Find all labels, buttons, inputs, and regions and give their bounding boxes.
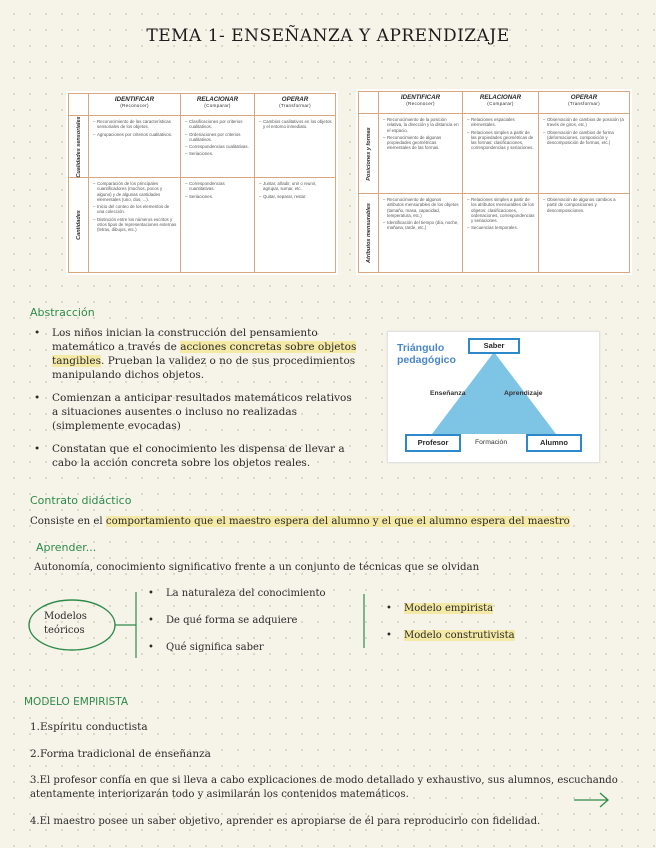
- list-item: • Modelo construtivista: [382, 630, 515, 657]
- cell-list-item: – Seriaciones.: [185, 194, 251, 199]
- list-item: • Qué significa saber: [144, 642, 326, 669]
- table-left: [66, 91, 338, 275]
- ensenanza-label: Enseñanza: [430, 390, 466, 397]
- list-item: • Constatan que el conocimiento les dispensa de llevar a cabo la acción concreta sobre los objetos reales.: [30, 442, 360, 470]
- cell-list-item: – Cambios cualitativos en los objetos y el entorno inmediato.: [259, 119, 332, 130]
- modelos-items: [144, 588, 326, 669]
- cell: [89, 116, 181, 178]
- cell-list-item: – Relaciones simples a partir de los atributos mensurables de los objetos: clasificaciones, ordenaciones, correspondencias y seriaciones.: [467, 197, 535, 223]
- cell-list-item: – Relaciones espaciales elementales.: [467, 117, 535, 128]
- cell-list-item: – Identificación del tiempo (día, noche, mañana, tarde, etc.): [383, 220, 459, 231]
- cell: [379, 114, 463, 194]
- cell-list-item: – Ordenaciones por criterios cualitativos.: [185, 132, 251, 143]
- profesor-box: Profesor: [405, 434, 461, 452]
- cell-list-item: – Inicio del conteo de los elementos de una colección.: [93, 204, 177, 215]
- cell-list: [89, 178, 180, 238]
- cell-list: [255, 178, 335, 204]
- triangle-title: Triángulo pedagógico: [397, 342, 456, 366]
- saber-box: Saber: [468, 338, 520, 354]
- contrato-heading: Contrato didáctico: [30, 494, 132, 507]
- cell-list: [463, 114, 538, 156]
- cell-list-item: – Seriaciones.: [185, 151, 251, 156]
- arrow-right-icon: [572, 790, 612, 810]
- cell-list-item: – Quitar, separar, restar.: [259, 194, 332, 199]
- cell-list-item: – Reconocimiento de las características sensoriales de los objetos.: [93, 119, 177, 130]
- cell-list: [539, 194, 629, 218]
- cell-list-item: – Reconocimiento de algunas propiedades geométricas elementales de las formas.: [383, 135, 459, 151]
- cell: [181, 116, 255, 178]
- cell: [379, 194, 463, 273]
- cell-list-item: – Observación de algunos cambios a partir de composiciones y descomposiciones.: [543, 197, 626, 213]
- cell-list-item: – Comparación de los principales cuantificadores (muchos, pocos y alguno) y de algunas cantidades elementales (uno, dos, ...).: [93, 181, 177, 202]
- cell-list-item: – Reconocimiento de algunos atributos mensurables de los objetos (tamaño, masa, capacidad, temperatura, etc.): [383, 197, 459, 218]
- empirista-p4: 4.El maestro posee un saber objetivo, aprender es apropiarse de él para reproducirlo con fidelidad.: [30, 816, 541, 827]
- header-identificar: IDENTIFICAR (Reconocer): [379, 92, 463, 114]
- row-label: Cantidades: [69, 178, 89, 273]
- empirista-p3: 3.El profesor confía en que si lleva a cabo explicaciones de modo detallado y exhaustivo, sus alumnos, escuchando atentamente interiorizarán todo y asimilarán los contenidos matemáticos.: [30, 775, 618, 800]
- table-right-grid: [358, 91, 630, 273]
- cell-list-item: – Agrupaciones por criterios cualitativos.: [93, 132, 177, 137]
- header-relacionar: RELACIONAR (Comparar): [181, 94, 255, 116]
- page-title: TEMA 1- ENSEÑANZA Y APRENDIZAJE: [146, 26, 510, 46]
- contrato-text: Consiste en el comportamiento que el maestro espera del alumno y el que el alumno espera del maestro: [30, 516, 570, 527]
- cell: [463, 114, 539, 194]
- corner-cell: [359, 92, 379, 114]
- header-operar: OPERAR (Transformar): [255, 94, 336, 116]
- table-row: [359, 114, 630, 194]
- empirista-p2: 2.Forma tradicional de enseñanza: [30, 748, 211, 760]
- header-identificar: IDENTIFICAR (Reconocer): [89, 94, 181, 116]
- cell-list: [379, 114, 462, 156]
- abstraccion-list: [30, 326, 360, 479]
- formacion-label: Formación: [475, 439, 508, 446]
- cell-list: [89, 116, 180, 142]
- triangle-card: [387, 331, 600, 463]
- modelos-types: [382, 603, 515, 657]
- modelos-divider: [362, 594, 366, 648]
- list-item: • Modelo empirista: [382, 603, 515, 630]
- corner-cell: [69, 94, 89, 116]
- empirista-p1: 1.Espíritu conductista: [30, 721, 148, 733]
- empirista-heading: MODELO EMPIRISTA: [24, 696, 129, 708]
- table-right: [356, 89, 632, 275]
- cell-list-item: – Correspondencias cualitativas.: [185, 144, 251, 149]
- cell: [463, 194, 539, 273]
- cell: [89, 178, 181, 273]
- aprendizaje-label: Aprendizaje: [504, 390, 543, 397]
- table-left-grid: [68, 93, 336, 273]
- cell-list-item: – Relaciones simples a partir de las propiedades geométricas de las formas: clasificaciones, correspondencias y seriaciones.: [467, 130, 535, 151]
- list-item: • La naturaleza del conocimiento: [144, 588, 326, 615]
- cell-list: [181, 116, 254, 162]
- cell-list: [463, 194, 538, 236]
- table-row: [359, 194, 630, 273]
- cell: [181, 178, 255, 273]
- cell: [539, 114, 630, 194]
- modelos-oval-text: Modelos teóricos: [44, 611, 87, 636]
- cell-list-item: – Correspondencias cuantitativas.: [185, 181, 251, 192]
- cell-list-item: – Clasificaciones por criterios cualitativos.: [185, 119, 251, 130]
- cell-list-item: – Juntar, añadir, unir o reunir, agrupar, sumar, etc.: [259, 181, 332, 192]
- list-item: • De qué forma se adquiere: [144, 615, 326, 642]
- aprender-heading: Aprender...: [36, 541, 97, 554]
- table-row: [69, 116, 336, 178]
- cell-list-item: – Observación de cambios de forma (deformaciones, composición y descomposición de formas, etc.): [543, 130, 626, 146]
- table-row: [69, 178, 336, 273]
- cell-list-item: – Observación de cambios de posición (a través de giros, etc.): [543, 117, 626, 128]
- cell: [255, 178, 336, 273]
- row-label: Atributos mensurables: [359, 194, 379, 273]
- cell-list: [539, 114, 629, 150]
- cell-list-item: – Reconocimiento de la posición relativa, la dirección y la distancia en el espacio.: [383, 117, 459, 133]
- list-item: • Comienzan a anticipar resultados matemáticos relativos a situaciones ausentes o incluso no realizadas (simplemente evocadas): [30, 391, 360, 433]
- cell-list: [255, 116, 335, 135]
- cell-list: [181, 178, 254, 204]
- abstraccion-heading: Abstracción: [30, 306, 95, 319]
- list-item: • Los niños inician la construcción del pensamiento matemático a través de acciones concretas sobre objetos tangibles. Prueban la validez o no de sus procedimientos manipulando dichos objetos.: [30, 326, 360, 382]
- aprender-text: Autonomía, conocimiento significativo frente a un conjunto de técnicas que se olvidan: [34, 562, 480, 573]
- cell-list-item: – Secuencias temporales.: [467, 225, 535, 230]
- cell: [539, 194, 630, 273]
- header-relacionar: RELACIONAR (Comparar): [463, 92, 539, 114]
- row-label: Cualidades sensoriales: [69, 116, 89, 178]
- row-label: Posiciones y formas: [359, 114, 379, 194]
- header-operar: OPERAR (Transformar): [539, 92, 630, 114]
- cell-list: [379, 194, 462, 236]
- alumno-box: Alumno: [526, 434, 582, 452]
- cell-list-item: – Distinción entre los números escritos y otros tipos de representaciones externas (letras, dibujos, etc.): [93, 217, 177, 233]
- cell: [255, 116, 336, 178]
